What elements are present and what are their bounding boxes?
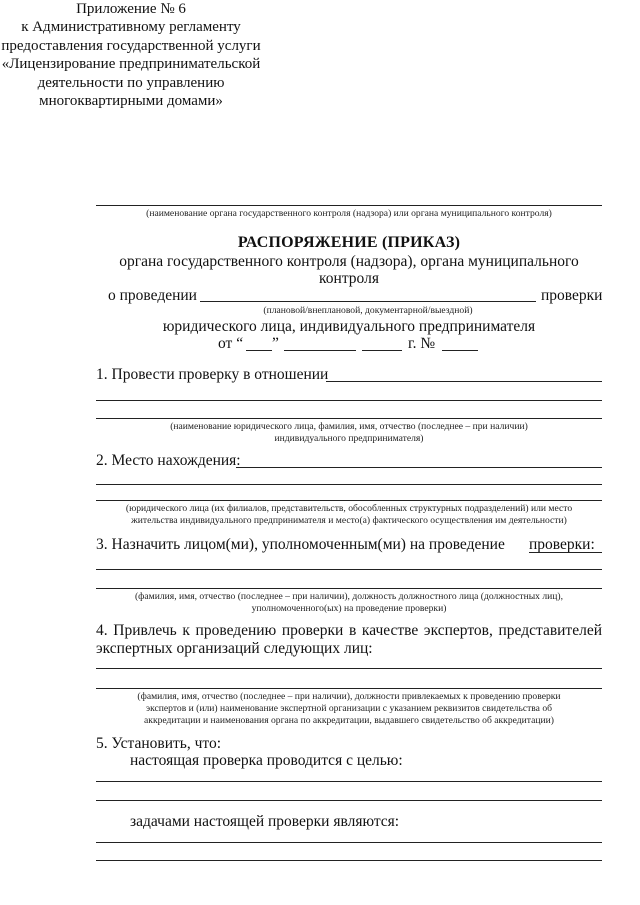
item-4-field[interactable]	[96, 668, 602, 669]
item-1-caption-cont: индивидуального предпринимателя)	[274, 433, 424, 444]
item-4-caption-end: аккредитации и наименования органа по аккредитации, выдавшего свидетельство об аккредитации)	[144, 715, 554, 726]
item-2-field[interactable]	[236, 467, 602, 468]
item-5-tasks-label: задачами настоящей проверки являются:	[130, 813, 400, 830]
item-5-tasks-field[interactable]	[96, 842, 602, 843]
item-1-field-3[interactable]	[96, 418, 602, 419]
authority-caption: (наименование органа государственного контроля (надзора) или органа муниципального контроля)	[146, 208, 552, 219]
item-1-caption: (наименование юридического лица, фамилия, имя, отчество (последнее – при наличии)	[170, 421, 528, 432]
item-4-field-2[interactable]	[96, 688, 602, 689]
about-prefix: о проведении	[108, 287, 197, 304]
annex-line: «Лицензирование предпринимательской	[1, 56, 261, 73]
item-3-field-3[interactable]	[96, 588, 602, 589]
order-subtitle-cont: контроля	[319, 270, 379, 287]
item-3-caption: (фамилия, имя, отчество (последнее – при наличии), должность должностного лица (должностных лиц),	[134, 591, 564, 602]
date-prefix: от “	[218, 335, 244, 352]
item-1-field-2[interactable]	[96, 400, 602, 401]
item-2-caption-cont: жительства индивидуального предпринимателя и место(а) фактического осуществления им деятельности)	[131, 515, 567, 526]
annex-line: предоставления государственной услуги	[1, 37, 261, 54]
item-2-field-2[interactable]	[96, 484, 602, 485]
annex-line: к Административному регламенту	[21, 19, 241, 36]
item-5-label: 5. Установить, что:	[96, 735, 222, 752]
annex-header	[0, 0, 262, 110]
inspection-type-caption: (плановой/внеплановой, документарной/выездной)	[263, 305, 473, 316]
item-4-caption-cont: экспертов и (или) наименование экспертной организации с указанием реквизитов свидетельства об	[145, 703, 553, 714]
item-1-field[interactable]	[326, 381, 602, 382]
order-title: РАСПОРЯЖЕНИЕ (ПРИКАЗ)	[237, 234, 461, 251]
item-5-purpose-field[interactable]	[96, 781, 602, 782]
order-subtitle: органа государственного контроля (надзора), органа муниципального	[119, 253, 579, 270]
inspection-type-field[interactable]	[200, 301, 536, 302]
item-3-label: 3. Назначить лицом(ми), уполномоченным(ми) на проведение	[96, 536, 505, 553]
item-4-line-cont: экспертных организаций следующих лиц:	[96, 640, 373, 657]
item-5-purpose-label: настоящая проверка проводится с целью:	[130, 752, 403, 769]
authority-field-line[interactable]	[96, 205, 602, 206]
item-5-purpose-field-2[interactable]	[96, 800, 602, 801]
annex-line: Приложение № 6	[76, 1, 186, 17]
date-quote: ”	[272, 335, 279, 352]
date-g-number: г. №	[408, 335, 436, 352]
item-5-tasks-field-2[interactable]	[96, 860, 602, 861]
subject-line: юридического лица, индивидуального предпринимателя	[162, 318, 536, 335]
date-year-field[interactable]	[362, 350, 402, 351]
item-4-line: 4. Привлечь к проведению проверки в качестве экспертов, представителей	[96, 622, 602, 639]
item-3-field-2[interactable]	[96, 569, 602, 570]
item-3-label-end: проверки:	[529, 536, 595, 553]
item-1-label: 1. Провести проверку в отношении	[96, 366, 329, 383]
annex-line: деятельности по управлению	[37, 74, 225, 91]
about-suffix: проверки	[541, 287, 603, 304]
item-2-label: 2. Место нахождения:	[96, 452, 241, 469]
item-2-field-3[interactable]	[96, 500, 602, 501]
annex-line: многоквартирными домами»	[39, 93, 223, 110]
order-number-field[interactable]	[442, 350, 478, 351]
item-4-caption: (фамилия, имя, отчество (последнее – при наличии), должности привлекаемых к проведению проверки	[137, 691, 561, 702]
item-3-field[interactable]	[529, 552, 602, 553]
item-3-caption-cont: уполномоченного(ых) на проведение проверки)	[251, 603, 447, 614]
date-day-field[interactable]	[246, 350, 272, 351]
date-month-field[interactable]	[284, 350, 356, 351]
item-2-caption: (юридического лица (их филиалов, представительств, обособленных структурных подразделений) или место	[125, 503, 573, 514]
